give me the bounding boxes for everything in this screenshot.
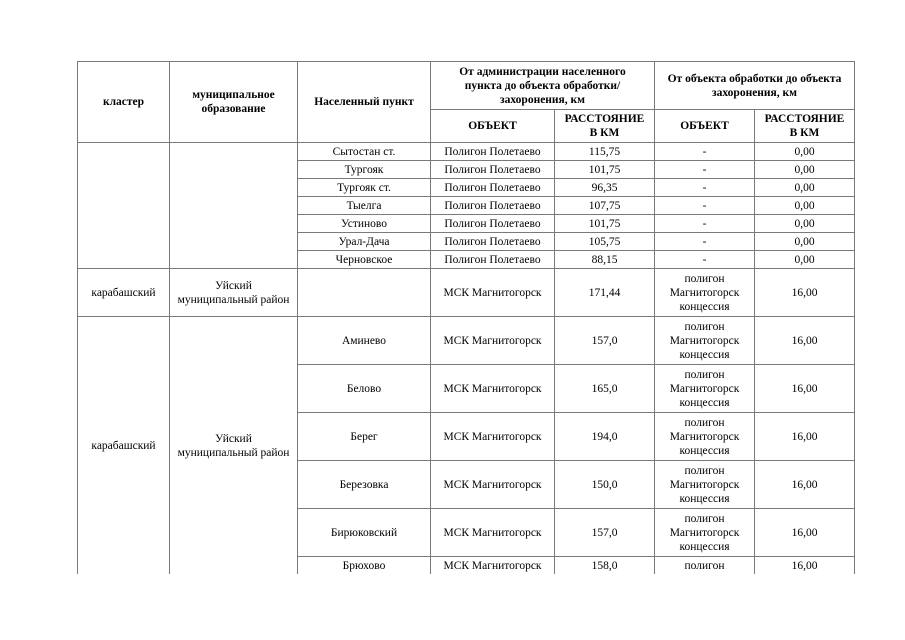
settlement-cell: Устиново	[298, 215, 431, 233]
header-cluster: кластер	[78, 62, 170, 143]
settlement-cell: Аминево	[298, 317, 431, 365]
object2-cell: -	[655, 143, 755, 161]
header-object-2: ОБЪЕКТ	[655, 110, 755, 143]
object2-cell: -	[655, 179, 755, 197]
object2-cell: -	[655, 161, 755, 179]
settlement-cell: Березовка	[298, 461, 431, 509]
object-cell: МСК Магнитогорск	[431, 461, 555, 509]
header-object-1: ОБЪЕКТ	[431, 110, 555, 143]
object-cell: Полигон Полетаево	[431, 233, 555, 251]
object-cell: Полигон Полетаево	[431, 161, 555, 179]
settlement-cell: Тургояк ст.	[298, 179, 431, 197]
object-cell: МСК Магнитогорск	[431, 509, 555, 557]
object2-cell: -	[655, 251, 755, 269]
object2-cell: -	[655, 215, 755, 233]
header-distance-1: РАССТОЯНИЕ В КМ	[555, 110, 655, 143]
header-group-admin-to-processing: От администрации населенного пункта до объекта обработки/ захоронения, км	[431, 62, 655, 110]
header-settlement: Населенный пункт	[298, 62, 431, 143]
object2-cell: полигон Магнитогорск концессия	[655, 269, 755, 317]
object2-cell: полигон Магнитогорск концессия	[655, 413, 755, 461]
object-cell: МСК Магнитогорск	[431, 365, 555, 413]
cluster-cell: карабашский	[78, 269, 170, 317]
cluster-cell	[78, 143, 170, 269]
settlement-cell: Черновское	[298, 251, 431, 269]
distance-cell: 88,15	[555, 251, 655, 269]
distance-cell: 150,0	[555, 461, 655, 509]
header-distance-2: РАССТОЯНИЕ В КМ	[755, 110, 855, 143]
distance2-cell: 0,00	[755, 161, 855, 179]
distance-cell: 96,35	[555, 179, 655, 197]
distance-cell: 194,0	[555, 413, 655, 461]
object-cell: МСК Магнитогорск	[431, 557, 555, 575]
object-cell: Полигон Полетаево	[431, 251, 555, 269]
object2-cell: -	[655, 233, 755, 251]
settlement-cell: Бирюковский	[298, 509, 431, 557]
distance2-cell: 16,00	[755, 269, 855, 317]
object-cell: Полигон Полетаево	[431, 215, 555, 233]
distance2-cell: 0,00	[755, 179, 855, 197]
distance-cell: 115,75	[555, 143, 655, 161]
distance2-cell: 0,00	[755, 233, 855, 251]
distance2-cell: 0,00	[755, 251, 855, 269]
object2-cell: -	[655, 197, 755, 215]
settlement-cell: Берег	[298, 413, 431, 461]
distance2-cell: 16,00	[755, 557, 855, 575]
header-municipality: муниципальное образование	[170, 62, 298, 143]
object-cell: МСК Магнитогорск	[431, 317, 555, 365]
distance2-cell: 16,00	[755, 317, 855, 365]
distance2-cell: 0,00	[755, 215, 855, 233]
settlement-cell: Брюхово	[298, 557, 431, 575]
object2-cell: полигон Магнитогорск концессия	[655, 509, 755, 557]
table-row	[78, 269, 855, 317]
municipality-cell: Уйский муниципальный район	[170, 269, 298, 317]
object-cell: МСК Магнитогорск	[431, 413, 555, 461]
distance-cell: 105,75	[555, 233, 655, 251]
object2-cell: полигон Магнитогорск концессия	[655, 317, 755, 365]
cluster-cell: карабашский	[78, 317, 170, 575]
object-cell: Полигон Полетаево	[431, 143, 555, 161]
distance-cell: 165,0	[555, 365, 655, 413]
object-cell: Полигон Полетаево	[431, 179, 555, 197]
distance-cell: 107,75	[555, 197, 655, 215]
settlement-cell: Тыелга	[298, 197, 431, 215]
distance2-cell: 16,00	[755, 413, 855, 461]
header-group-processing-to-burial: От объекта обработки до объекта захоронения, км	[655, 62, 855, 110]
settlement-cell: Сытостан ст.	[298, 143, 431, 161]
distance-cell: 157,0	[555, 317, 655, 365]
object2-cell: полигон Магнитогорск концессия	[655, 461, 755, 509]
object-cell: МСК Магнитогорск	[431, 269, 555, 317]
distance-cell: 157,0	[555, 509, 655, 557]
distance2-cell: 16,00	[755, 461, 855, 509]
settlement-cell: Тургояк	[298, 161, 431, 179]
settlement-cell: Белово	[298, 365, 431, 413]
distance-cell: 101,75	[555, 215, 655, 233]
table-row	[78, 317, 855, 365]
object2-cell: полигон	[655, 557, 755, 575]
object2-cell: полигон Магнитогорск концессия	[655, 365, 755, 413]
settlement-cell	[298, 269, 431, 317]
header-row-1	[78, 62, 855, 110]
settlement-cell: Урал-Дача	[298, 233, 431, 251]
distance2-cell: 0,00	[755, 143, 855, 161]
distance-cell: 158,0	[555, 557, 655, 575]
distance2-cell: 0,00	[755, 197, 855, 215]
distance2-cell: 16,00	[755, 365, 855, 413]
distance-table	[77, 61, 855, 574]
object-cell: Полигон Полетаево	[431, 197, 555, 215]
distance2-cell: 16,00	[755, 509, 855, 557]
distance-cell: 171,44	[555, 269, 655, 317]
municipality-cell: Уйский муниципальный район	[170, 317, 298, 575]
municipality-cell	[170, 143, 298, 269]
table-row	[78, 143, 855, 161]
distance-cell: 101,75	[555, 161, 655, 179]
